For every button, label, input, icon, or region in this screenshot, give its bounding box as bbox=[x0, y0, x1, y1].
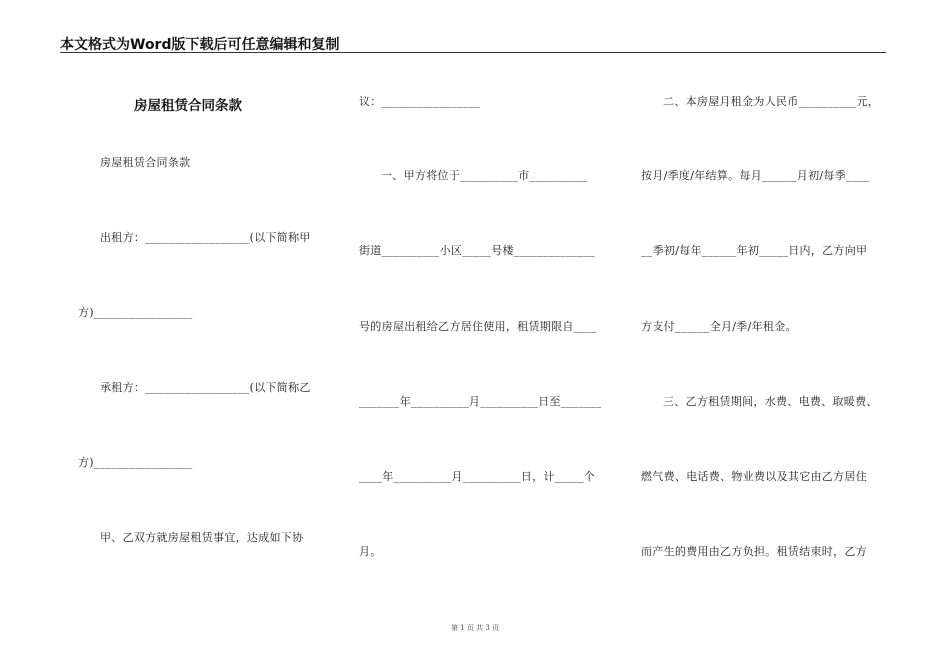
text-line: 房屋租赁合同条款 bbox=[100, 156, 191, 169]
text-line: 方支付______全月/季/年租金。 bbox=[641, 320, 797, 333]
text-line: 三、乙方租赁期间，水费、电费、取暖费、 bbox=[663, 395, 878, 408]
text-line: _______年__________月__________日至_______ bbox=[359, 395, 602, 408]
text-line: 燃气费、电话费、物业费以及其它由乙方居住 bbox=[641, 470, 867, 483]
text-line: 号的房屋出租给乙方居住使用，租赁期限自____ bbox=[359, 320, 597, 333]
text-line: __季初/每年______年初_____日内，乙方向甲 bbox=[641, 244, 868, 257]
text-line: 承租方：__________________(以下简称乙 bbox=[100, 381, 311, 394]
text-line: 而产生的费用由乙方负担。租赁结束时，乙方 bbox=[641, 545, 867, 558]
text-line: 街道__________小区_____号楼______________ bbox=[359, 244, 595, 257]
text-line: 方)_________________ bbox=[78, 306, 193, 319]
text-line: 一、甲方将位于__________市__________ bbox=[381, 169, 588, 182]
text-line: 议：_________________ bbox=[359, 95, 481, 108]
text-line: 方)_________________ bbox=[78, 456, 193, 469]
document-title: 房屋租赁合同条款 bbox=[134, 98, 242, 114]
text-line: ____年__________月__________日，计_____个 bbox=[359, 470, 595, 483]
text-line: 按月/季度/年结算。每月______月初/每季____ bbox=[641, 169, 870, 182]
text-line: 月。 bbox=[359, 545, 382, 558]
document-header: 本文格式为Word版下载后可任意编辑和复制 bbox=[60, 37, 340, 53]
header-divider bbox=[60, 52, 886, 53]
text-line: 甲、乙双方就房屋租赁事宜，达成如下协 bbox=[100, 531, 304, 544]
text-line: 二、本房屋月租金为人民币__________元， bbox=[663, 95, 880, 108]
text-line: 出租方：__________________(以下简称甲 bbox=[100, 231, 311, 244]
page-number: 第 1 页 共 3 页 bbox=[450, 624, 500, 632]
